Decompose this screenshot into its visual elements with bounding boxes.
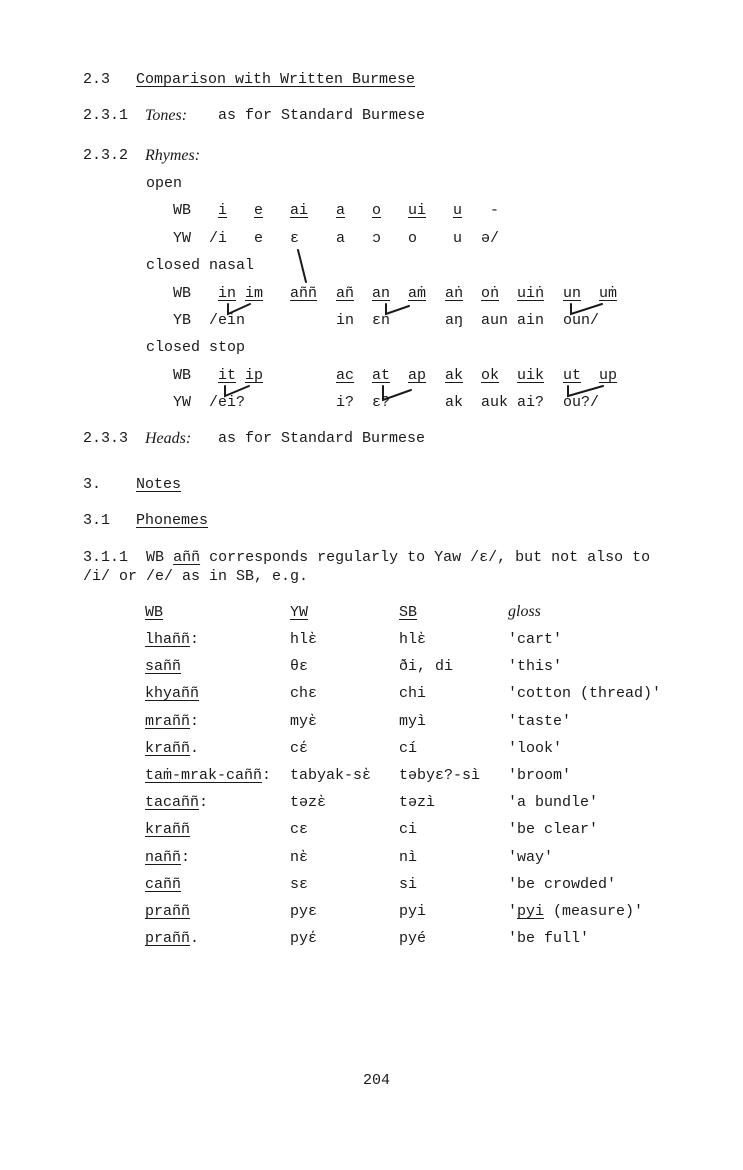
wb-rhyme: uiṅ	[517, 285, 545, 302]
section-text: as for Standard Burmese	[218, 430, 426, 447]
wb-cell	[145, 930, 199, 948]
section-number: 2.3	[83, 71, 111, 88]
yw-rhyme: ə/	[481, 230, 500, 247]
yw-cell: pyε	[290, 903, 318, 920]
gloss-cell: 'a bundle'	[508, 794, 599, 811]
wb-rhyme: ac	[336, 367, 355, 384]
column-header-gloss: gloss	[508, 603, 541, 620]
section-number: 3.	[83, 476, 102, 493]
page-number: 204	[363, 1072, 391, 1089]
wb-form: naññ	[145, 849, 182, 866]
wb-suffix: :	[199, 794, 209, 811]
row-label: YW	[173, 230, 192, 247]
wb-rhyme: aññ	[290, 285, 318, 302]
section-label: Tones:	[145, 107, 188, 124]
gloss-cell: 'be clear'	[508, 821, 599, 838]
sb-cell: myì	[399, 713, 427, 730]
yw-cell: tabyak-sὲ	[290, 767, 372, 784]
gloss-cell: 'this'	[508, 658, 563, 675]
wb-rhyme: i	[218, 202, 228, 219]
wb-form: praññ	[145, 903, 191, 920]
wb-rhyme: at	[372, 367, 391, 384]
section-number: 3.1.1	[83, 549, 129, 566]
gloss-cell: 'look'	[508, 740, 563, 757]
section-label: Rhymes:	[145, 147, 201, 164]
yw-cell: myὲ	[290, 713, 318, 730]
wb-form: taṁ-mrak-caññ	[145, 767, 263, 784]
wb-rhyme: o	[372, 202, 382, 219]
wb-suffix: :	[181, 849, 191, 866]
row-label: YW	[173, 394, 192, 411]
sb-cell: si	[399, 876, 418, 893]
section-label: Heads:	[145, 430, 192, 447]
wb-suffix: :	[262, 767, 272, 784]
wb-form: saññ	[145, 658, 182, 675]
yw-rhyme: ai?	[517, 394, 545, 411]
yw-cell: cέ	[290, 740, 309, 757]
gloss-cell	[508, 903, 643, 921]
yw-rhyme: /i	[209, 230, 228, 247]
wb-rhyme: uik	[517, 367, 545, 384]
wb-rhyme: ui	[408, 202, 427, 219]
yw-cell: cε	[290, 821, 309, 838]
sb-cell: ði, di	[399, 658, 454, 675]
yw-rhyme: e	[254, 230, 264, 247]
paragraph-text: WB	[146, 549, 165, 566]
wb-rhyme: aṅ	[445, 285, 464, 302]
wb-form: mraññ	[145, 713, 191, 730]
sb-cell: cí	[399, 740, 418, 757]
wb-rhyme: ap	[408, 367, 427, 384]
wb-rhyme: e	[254, 202, 264, 219]
wb-rhyme: u	[453, 202, 463, 219]
wb-form: lhaññ	[145, 631, 191, 648]
yw-rhyme: a	[336, 230, 346, 247]
wb-rhyme: ak	[445, 367, 464, 384]
yw-rhyme: ε?	[372, 394, 391, 411]
wb-rhyme: im	[245, 285, 264, 302]
wb-cell	[145, 767, 271, 785]
section-number: 2.3.2	[83, 147, 129, 164]
wb-rhyme: añ	[336, 285, 355, 302]
wb-form: praññ	[145, 930, 191, 947]
wb-cell	[145, 685, 199, 703]
yb-rhyme: εn	[372, 312, 391, 329]
yw-cell: nὲ	[290, 849, 309, 866]
gloss-cell: 'be full'	[508, 930, 590, 947]
wb-rhyme: a	[336, 202, 346, 219]
gloss-cell: 'broom'	[508, 767, 572, 784]
gloss-text: (measure)'	[544, 903, 644, 920]
wb-rhyme: ok	[481, 367, 500, 384]
gloss-cell: 'be crowded'	[508, 876, 617, 893]
sb-cell: pyé	[399, 930, 427, 947]
wb-rhyme: un	[563, 285, 582, 302]
gloss-cell: 'taste'	[508, 713, 572, 730]
wb-rhyme: up	[599, 367, 618, 384]
wb-form: caññ	[145, 876, 182, 893]
yb-rhyme: oun/	[563, 312, 600, 329]
wb-rhyme: oṅ	[481, 285, 500, 302]
wb-form: kraññ	[145, 740, 191, 757]
sb-cell: hlὲ	[399, 631, 427, 648]
section-title: Notes	[136, 476, 182, 493]
yw-cell: təzὲ	[290, 794, 327, 811]
yw-rhyme: ak	[445, 394, 464, 411]
column-header-sb: SB	[399, 604, 418, 621]
row-label: YB	[173, 312, 192, 329]
sb-cell: təzì	[399, 794, 436, 811]
rhyme-category-label: open	[146, 175, 183, 192]
yb-rhyme: in	[336, 312, 355, 329]
yw-cell: sε	[290, 876, 309, 893]
section-text: as for Standard Burmese	[218, 107, 426, 124]
column-header-yw: YW	[290, 604, 309, 621]
section-number: 3.1	[83, 512, 111, 529]
row-label: WB	[173, 202, 192, 219]
yw-rhyme: auk	[481, 394, 509, 411]
section-title: Comparison with Written Burmese	[136, 71, 416, 88]
wb-rhyme: in	[218, 285, 237, 302]
yw-cell: chε	[290, 685, 318, 702]
yw-rhyme: /ei?	[209, 394, 246, 411]
gloss-cell: 'cotton (thread)'	[508, 685, 662, 702]
yb-rhyme: ain	[517, 312, 545, 329]
wb-cell	[145, 876, 181, 894]
gloss-term: pyi	[517, 903, 545, 920]
wb-cell	[145, 821, 190, 839]
paragraph-line-1	[83, 549, 650, 567]
wb-cell	[145, 713, 199, 731]
wb-suffix: :	[190, 713, 200, 730]
yb-rhyme: /ein	[209, 312, 246, 329]
sb-cell: ci	[399, 821, 418, 838]
wb-suffix: .	[190, 930, 200, 947]
wb-rhyme: ut	[563, 367, 582, 384]
yb-rhyme: aŋ	[445, 312, 464, 329]
yw-rhyme: i?	[336, 394, 355, 411]
gloss-cell: 'way'	[508, 849, 554, 866]
wb-form: tacaññ	[145, 794, 200, 811]
yw-cell: θε	[290, 658, 309, 675]
sb-cell: chi	[399, 685, 427, 702]
sb-cell: nì	[399, 849, 418, 866]
gloss-text: '	[508, 903, 518, 920]
wb-form: kraññ	[145, 821, 191, 838]
wb-rhyme: ai	[290, 202, 309, 219]
wb-cell	[145, 740, 199, 758]
wb-rhyme: -	[490, 202, 500, 219]
yw-rhyme: u	[453, 230, 463, 247]
wb-cell	[145, 658, 181, 676]
sb-cell: pyi	[399, 903, 427, 920]
wb-rhyme: ip	[245, 367, 264, 384]
wb-cell	[145, 794, 208, 812]
rhyme-category-label: closed stop	[146, 339, 246, 356]
wb-suffix: :	[190, 631, 200, 648]
section-number: 2.3.3	[83, 430, 129, 447]
wb-suffix: .	[190, 740, 200, 757]
wb-term: aññ	[173, 549, 201, 566]
rhyme-category-label: closed nasal	[146, 257, 255, 274]
section-number: 2.3.1	[83, 107, 129, 124]
row-label: WB	[173, 285, 192, 302]
yw-cell: hlὲ	[290, 631, 318, 648]
section-title: Phonemes	[136, 512, 209, 529]
yw-rhyme: ɔ	[372, 230, 382, 247]
wb-cell	[145, 849, 190, 867]
wb-rhyme: it	[218, 367, 237, 384]
wb-form: khyaññ	[145, 685, 200, 702]
yw-rhyme: o	[408, 230, 418, 247]
wb-rhyme: aṁ	[408, 285, 427, 302]
paragraph-line-2: /i/ or /e/ as in SB, e.g.	[83, 568, 309, 585]
yb-rhyme: aun	[481, 312, 509, 329]
wb-rhyme: an	[372, 285, 391, 302]
wb-cell	[145, 903, 190, 921]
yw-cell: pyέ	[290, 930, 318, 947]
yw-rhyme: ε	[290, 230, 300, 247]
row-label: WB	[173, 367, 192, 384]
wb-cell	[145, 631, 199, 649]
column-header-wb: WB	[145, 604, 164, 621]
yw-rhyme: ou?/	[563, 394, 600, 411]
sb-cell: təbyε?-sì	[399, 767, 481, 784]
paragraph-text: corresponds regularly to Yaw /ε/, but not also to	[209, 549, 651, 566]
wb-rhyme: uṁ	[599, 285, 618, 302]
gloss-cell: 'cart'	[508, 631, 563, 648]
